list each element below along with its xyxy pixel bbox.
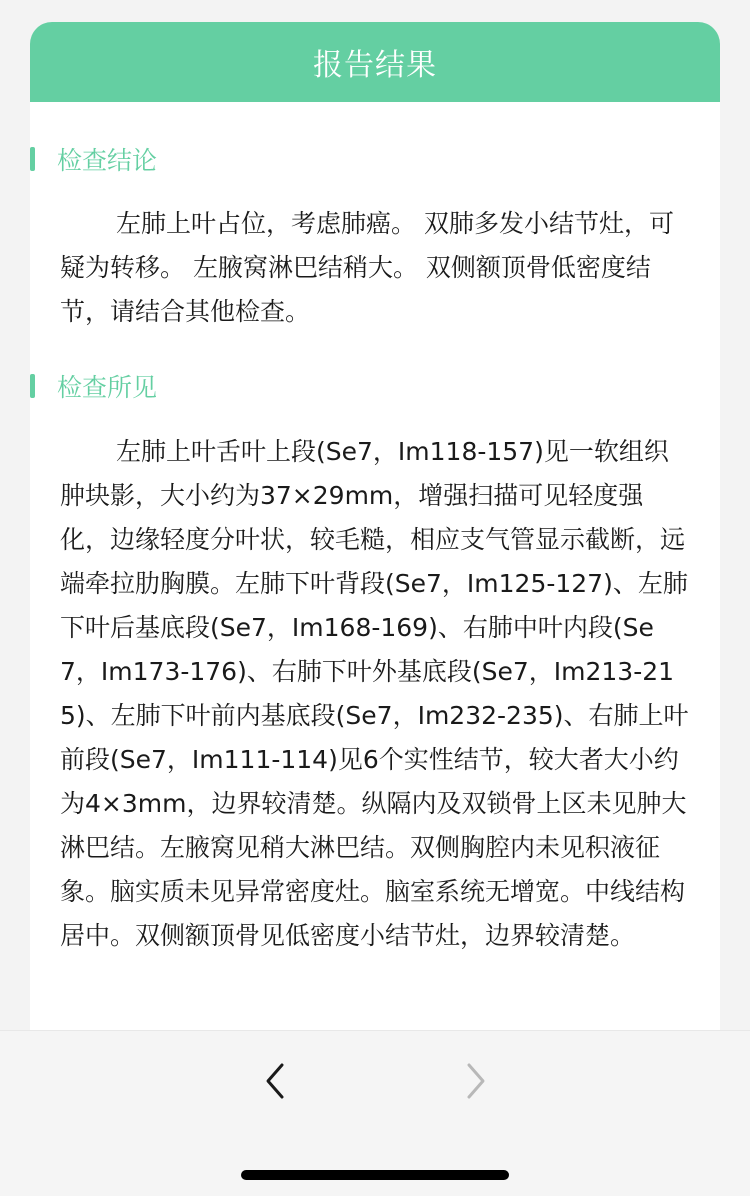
chevron-right-icon bbox=[464, 1061, 488, 1101]
forward-button[interactable] bbox=[446, 1051, 506, 1111]
section-accent-bar bbox=[30, 374, 35, 398]
report-card bbox=[30, 22, 720, 1030]
page-title: 报告结果 bbox=[313, 48, 437, 83]
chevron-left-icon bbox=[263, 1061, 287, 1101]
section-header-conclusion bbox=[30, 141, 157, 177]
bottom-toolbar bbox=[0, 1030, 750, 1196]
home-indicator[interactable] bbox=[241, 1170, 509, 1180]
section-title-findings: 检查所见 bbox=[57, 373, 158, 402]
back-button[interactable] bbox=[245, 1051, 305, 1111]
section-accent-bar bbox=[30, 147, 35, 171]
card-header bbox=[30, 22, 720, 102]
section-header-findings bbox=[30, 368, 157, 404]
conclusion-text: 左肺上叶占位，考虑肺癌。 双肺多发小结节灶，可疑为转移。 左腋窝淋巴结稍大。 双侧额顶骨低密度结节，请结合其他检查。 bbox=[60, 209, 674, 326]
section-title-conclusion: 检查结论 bbox=[57, 146, 158, 175]
findings-text: 左肺上叶舌叶上段(Se7，Im118-157)见一软组织肿块影，大小约为37×29mm，增强扫描可见轻度强化，边缘轻度分叶状，较毛糙，相应支气管显示截断，远端牵拉肋胸膜。左肺下叶背段(Se7，Im125-127)、左肺下叶后基底段(Se7，Im168-169)、右肺中叶内段(Se7，Im173-176)、右肺下叶外基底段(Se7，Im213-215)、左肺下叶前内基底段(Se7，Im232-235)、右肺上叶前段(Se7，Im111-114)见6个实性结节，较大者大小约为4×3mm，边界较清楚。纵隔内及双锁骨上区未见肿大淋巴结。左腋窝见稍大淋巴结。双侧胸腔内未见积液征象。脑实质未见异常密度灶。脑室系统无增宽。中线结构居中。双侧额顶骨见低密度小结节灶，边界较清楚。 bbox=[60, 437, 689, 950]
